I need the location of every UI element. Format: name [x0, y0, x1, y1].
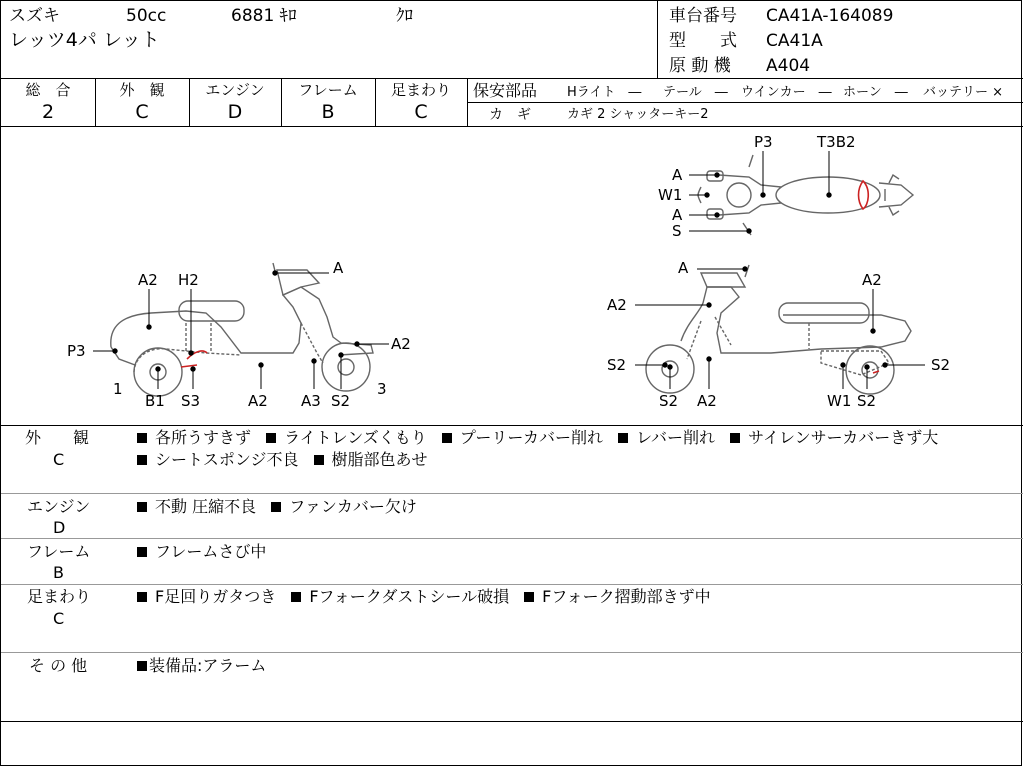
divider [1, 425, 1023, 426]
safety-winker: ウインカー ― [741, 85, 832, 100]
other-line [137, 657, 266, 675]
label-right-a2-bottom: A2 [697, 392, 717, 410]
label-right-w1: W1 [827, 392, 852, 410]
remarks-engine-line-1 [137, 498, 427, 516]
grade-overall-label: 総 合 [25, 81, 71, 99]
remarks-frame-grade: B [53, 563, 64, 582]
remark-item: F足回りガタつき [155, 587, 277, 606]
label-top-p3: P3 [754, 133, 773, 151]
label-left-a2-top: A2 [138, 271, 158, 289]
remarks-suspension-grade: C [53, 609, 65, 628]
label-right-a2-left: A2 [607, 296, 627, 314]
label-left-s3: S3 [181, 392, 201, 410]
remark-item: ファンカバー欠け [289, 497, 417, 516]
type-value: CA41A [766, 31, 823, 51]
safety-taillight: テール ― [663, 85, 728, 100]
divider [1, 721, 1023, 722]
remark-item: サイレンサーカバーきず大 [748, 428, 939, 447]
label-left-s2: S2 [331, 392, 351, 410]
label-right-a: A [678, 259, 689, 277]
remarks-engine-grade: D [53, 518, 66, 537]
label-left-b1: B1 [145, 392, 165, 410]
label-left-a2-right: A2 [391, 335, 411, 353]
remark-item: 不動 圧縮不良 [155, 497, 257, 516]
divider [1, 78, 1023, 79]
damage-mark-left-lower [181, 365, 197, 367]
label-top-a2: A [672, 206, 683, 224]
label-left-num-1: 1 [113, 380, 123, 398]
label-left-a-handle: A [333, 259, 344, 277]
remarks-engine-label: エンジン [27, 497, 91, 516]
remarks-frame-label: フレーム [27, 542, 91, 561]
damage-marks [181, 181, 879, 373]
divider [1, 538, 1023, 539]
remark-item: シートスポンジ不良 [155, 450, 299, 469]
divider [1, 584, 1023, 585]
engine-label: 原 動 機 [669, 56, 731, 76]
grade-engine-value: D [227, 101, 243, 123]
remarks-suspension-label: 足まわり [27, 587, 92, 606]
label-top-a1: A [672, 166, 683, 184]
grade-exterior-label: 外 観 [119, 81, 165, 99]
damage-diagram [1, 127, 1023, 425]
remarks-exterior-line-1 [137, 429, 948, 447]
diagram-labels [67, 133, 950, 410]
keys-label: カ ギ [489, 107, 531, 123]
remark-item: フレームさび中 [155, 542, 267, 561]
remark-item: Fフォーク摺動部きず中 [542, 587, 711, 606]
displacement: 50cc [126, 6, 167, 26]
grade-suspension-value: C [414, 101, 428, 123]
top-view-scooter [698, 155, 913, 235]
safety-battery: バッテリー × [923, 85, 1004, 100]
label-left-p3: P3 [67, 342, 86, 360]
damage-mark-seat [859, 181, 869, 209]
remark-item: ライトレンズくもり [284, 428, 427, 447]
remarks-exterior-label: 外 観 [25, 428, 90, 447]
label-left-a3: A3 [301, 392, 321, 410]
grade-exterior-value: C [135, 101, 149, 123]
color: ｸﾛ [396, 6, 413, 26]
label-right-s2-left: S2 [607, 356, 627, 374]
grade-engine-label: エンジン [205, 81, 265, 99]
label-left-num-3: 3 [377, 380, 387, 398]
other-text: 装備品:アラーム [149, 656, 267, 675]
safety-label: 保安部品 [473, 81, 538, 100]
other-label: そ の 他 [29, 656, 88, 675]
type-label: 型 式 [669, 31, 737, 51]
label-right-s2-bottom-right: S2 [857, 392, 877, 410]
grade-frame-label: フレーム [298, 81, 358, 99]
remark-item: 各所うすきず [155, 428, 252, 447]
divider [467, 102, 1023, 103]
chassis-number: CA41A-164089 [766, 6, 894, 26]
remark-item: 樹脂部色あせ [331, 450, 428, 469]
remarks-frame-line-1 [137, 543, 276, 561]
label-left-h2: H2 [178, 271, 199, 289]
label-right-a2-top: A2 [862, 271, 882, 289]
remarks-exterior-grade: C [53, 450, 65, 469]
label-left-a2-bottom: A2 [248, 392, 268, 410]
remark-item: プーリーカバー削れ [459, 428, 604, 447]
safety-horn: ホーン ― [843, 85, 908, 100]
model-name: レッツ4パ レット [9, 29, 160, 51]
engine-value: A404 [766, 56, 811, 76]
chassis-label: 車台番号 [669, 6, 737, 26]
maker: スズキ [9, 6, 60, 26]
grade-overall-value: 2 [41, 101, 55, 123]
keys-value: カギ 2 シャッターキー2 [567, 107, 709, 122]
label-top-t3b2: T3B2 [817, 133, 856, 151]
grade-suspension-label: 足まわり [390, 81, 451, 99]
remark-item: Fフォークダストシール破損 [309, 587, 510, 606]
remarks-exterior-line-2 [137, 451, 438, 469]
divider [1, 652, 1023, 653]
mileage: 6881 ｷﾛ [231, 6, 297, 26]
label-top-w1: W1 [658, 186, 683, 204]
label-right-s2-right: S2 [931, 356, 951, 374]
remark-item: レバー削れ [636, 428, 716, 447]
grade-frame-value: B [321, 101, 335, 123]
divider [1, 493, 1023, 494]
label-top-s: S [672, 222, 682, 240]
header-divider [657, 1, 658, 78]
safety-headlight: Hライト ― [567, 85, 642, 100]
label-right-s2-bottom: S2 [659, 392, 679, 410]
remarks-suspension-line-1 [137, 588, 721, 606]
